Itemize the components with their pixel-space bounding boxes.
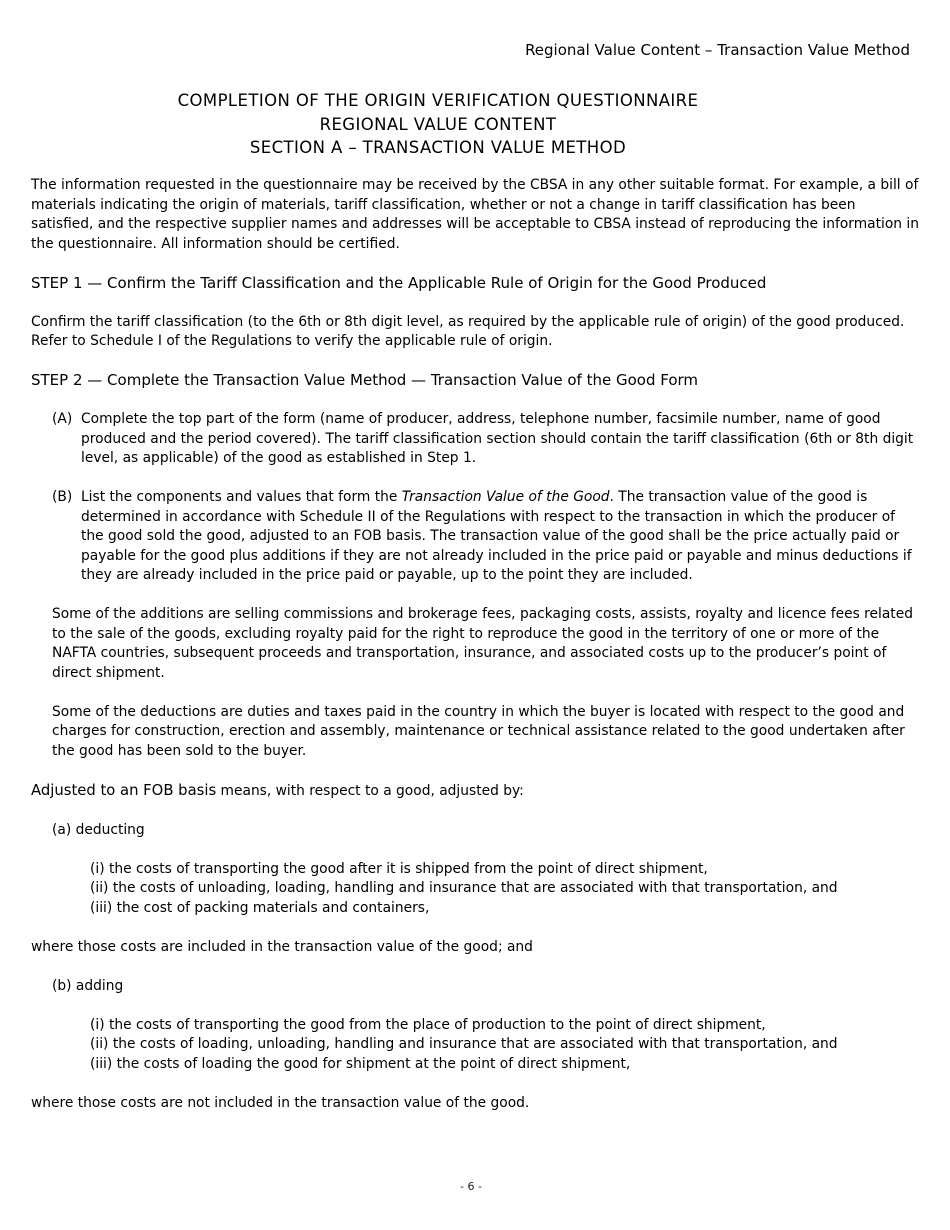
step2-item-b — [31, 488, 921, 586]
page-number: - 6 - — [460, 1180, 482, 1193]
fob-a-tail: where those costs are included in the transaction value of the good; and — [31, 938, 533, 955]
step1-heading: STEP 1 — Confirm the Tariff Classification and the Applicable Rule of Origin for the Good Produced — [31, 273, 767, 292]
fob-a-label: (a) deducting — [52, 821, 145, 838]
step2-item-a — [31, 410, 921, 469]
fob-a-item-1: (i) the costs of transporting the good after it is shipped from the point of direct shipment, — [90, 860, 708, 877]
item-b-marker: (B) — [52, 489, 73, 505]
fob-b-item-2: (ii) the costs of loading, unloading, handling and insurance that are associated with that transportation, and — [90, 1036, 838, 1052]
item-a-marker: (A) — [52, 411, 73, 427]
additions-paragraph: Some of the additions are selling commissions and brokerage fees, packaging costs, assists, royalty and licence fees related to the sale of the goods, excluding royalty paid for the right to reproduce the good in the territory of one or more of the NAFTA countries, subsequent proceeds and transportation, insurance, and associated costs up to the producer’s point of direct shipment. — [52, 606, 913, 681]
title-line-1: COMPLETION OF THE ORIGIN VERIFICATION QUESTIONNAIRE — [177, 91, 699, 110]
item-a-text: Complete the top part of the form (name of producer, address, telephone number, facsimile number, name of good produced and the period covered). The tariff classification section should contain the tariff classification (6th or 8th digit level, as applicable) of the good as established in Step 1. — [81, 411, 914, 466]
fob-lead-rest: means, with respect to a good, adjusted by: — [216, 782, 524, 799]
fob-a-item-2: (ii) the costs of unloading, loading, handling and insurance that are associated with that transportation, and — [90, 880, 838, 896]
fob-b-item-3: (iii) the costs of loading the good for shipment at the point of direct shipment, — [90, 1055, 631, 1072]
fob-term: Adjusted to an FOB basis — [31, 781, 217, 799]
item-b-text-after: . The transaction value of the good is determined in accordance with Schedule II of the Regulations with respect to the transaction in which the producer of the good sold the good, adjusted to an FOB basis. The transaction value of the good shall be the price actually paid or payable for the good plus additions if they are not already included in the price paid or payable and minus deductions if they are already included in the price paid or payable, up to the point they are included. — [81, 489, 912, 583]
fob-definition-lead — [31, 781, 921, 802]
fob-b-label: (b) adding — [52, 977, 124, 994]
document-title — [0, 89, 876, 160]
running-header: Regional Value Content – Transaction Value Method — [525, 41, 910, 59]
step2-heading: STEP 2 — Complete the Transaction Value Method — Transaction Value of the Good Form — [31, 371, 699, 389]
title-line-3: SECTION A – TRANSACTION VALUE METHOD — [249, 138, 627, 157]
fob-b-tail: where those costs are not included in the transaction value of the good. — [31, 1094, 530, 1111]
fob-a-item-3: (iii) the cost of packing materials and containers, — [90, 899, 430, 916]
deductions-paragraph: Some of the deductions are duties and taxes paid in the country in which the buyer is located with respect to the good and charges for construction, erection and assembly, maintenance or technical assistance related to the good undertaken after the good has been sold to the buyer. — [52, 703, 905, 759]
intro-paragraph: The information requested in the questionnaire may be received by the CBSA in any other suitable format. For example, a bill of materials indicating the origin of materials, tariff classification, whether or not a change in tariff classification has been satisfied, and the respective supplier names and addresses will be acceptable to CBSA instead of reproducing the information in the questionnaire. All information should be certified. — [31, 177, 920, 252]
fob-b-item-1: (i) the costs of transporting the good from the place of production to the point of direct shipment, — [90, 1016, 766, 1033]
title-line-2: REGIONAL VALUE CONTENT — [319, 114, 557, 134]
item-b-text-before: List the components and values that form the — [81, 489, 402, 505]
step1-body: Confirm the tariff classification (to the 6th or 8th digit level, as required by the applicable rule of origin) of the good produced. Refer to Schedule I of the Regulations to verify the applicable rule of origin. — [31, 313, 905, 349]
document-body — [31, 176, 921, 1113]
item-b-italic-term: Transaction Value of the Good — [401, 489, 610, 505]
